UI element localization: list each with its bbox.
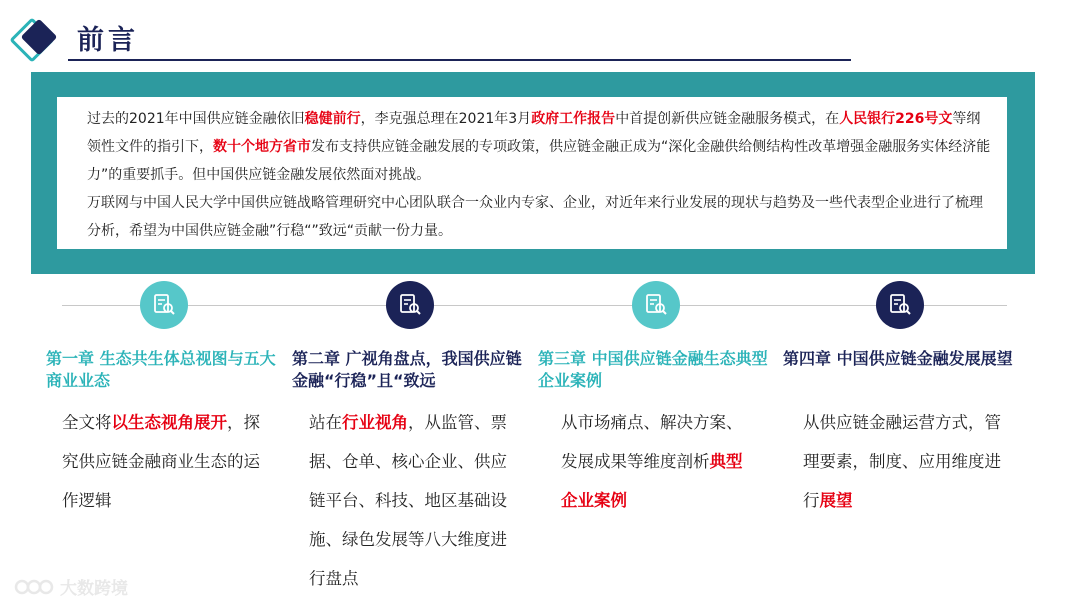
chapter-1-body — [62, 403, 262, 520]
intro-text: 中首提创新供应链金融服务模式，在 — [615, 111, 840, 127]
intro-highlight: 数十个地方省市 — [213, 139, 311, 155]
title-underline — [68, 59, 851, 61]
chapter-1-title: 第一章 生态共生体总视图与五大商业业态 — [46, 349, 276, 390]
chapter-3-title: 第三章 中国供应链金融生态典型企业案例 — [538, 349, 768, 390]
intro-text: ，李克强总理在2021年3月 — [360, 111, 532, 127]
chapter-3-node — [632, 281, 680, 329]
chapter-text: 站在 — [309, 413, 342, 432]
intro-text: 发布支持供应链金融发展的专项政策，供应链金融正成为“深化金融供给侧结构性改革增强金融服务实体经济能力”的重要抓手。但中国供应链金融发展依然面对挑战。 — [87, 139, 991, 183]
document-search-icon — [888, 293, 912, 317]
page-title: 前言 — [77, 25, 139, 56]
intro-highlight: 稳健前行 — [304, 111, 361, 127]
chapter-text: 从市场痛点、解决方案、发展成果等维度剖析 — [561, 413, 743, 471]
document-search-icon — [398, 293, 422, 317]
intro-highlight: 政府工作报告 — [531, 111, 616, 127]
chapter-4-node — [876, 281, 924, 329]
chapter-4-body — [803, 403, 1003, 520]
intro-highlight: 人民银行226号文 — [839, 111, 953, 127]
intro-text: 过去的2021年中国供应链金融依旧 — [87, 111, 305, 127]
chapter-highlight: 典型企业案例 — [561, 452, 743, 510]
chapter-text: ，从监管、票据、仓单、核心企业、供应链平台、科技、地区基础设施、绿色发展等八大维度进行盘点 — [309, 413, 507, 588]
intro-box — [57, 97, 1007, 249]
chapter-2-node — [386, 281, 434, 329]
intro-text: 等纲领性文件的指引下， — [87, 111, 981, 155]
chapter-text: 全文将 — [62, 413, 112, 432]
chapter-highlight: 行业视角 — [342, 413, 408, 432]
chapter-text: 从供应链金融运营方式，管理要素，制度、应用维度进行 — [803, 413, 1001, 510]
intro-paragraph-1 — [87, 105, 993, 189]
watermark-logo-icon — [14, 576, 54, 598]
intro-paragraph-2: 万联网与中国人民大学中国供应链战略管理研究中心团队联合一众业内专家、企业，对近年来行业发展的现状与趋势及一些代表型企业进行了梳理分析，希望为中国供应链金融”行稳“”致远“贡献一份力量。 — [87, 195, 983, 239]
watermark — [14, 574, 128, 599]
chapter-text: ，探究供应链金融商业生态的运作逻辑 — [62, 413, 260, 510]
chapter-2-body — [309, 403, 509, 598]
document-search-icon — [644, 293, 668, 317]
chapter-highlight: 展望 — [819, 491, 853, 510]
chapter-2-title: 第二章 广视角盘点，我国供应链金融“行稳”且“致远 — [292, 349, 522, 390]
document-search-icon — [152, 293, 176, 317]
chapter-highlight: 以生态视角展开 — [111, 413, 227, 432]
watermark-text: 大数跨境 — [60, 579, 128, 599]
chapter-4-title: 第四章 中国供应链金融发展展望 — [783, 349, 1013, 368]
timeline-line — [62, 305, 1007, 306]
chapter-3-body — [561, 403, 757, 520]
chapter-1-node — [140, 281, 188, 329]
title-bar — [0, 0, 1080, 70]
